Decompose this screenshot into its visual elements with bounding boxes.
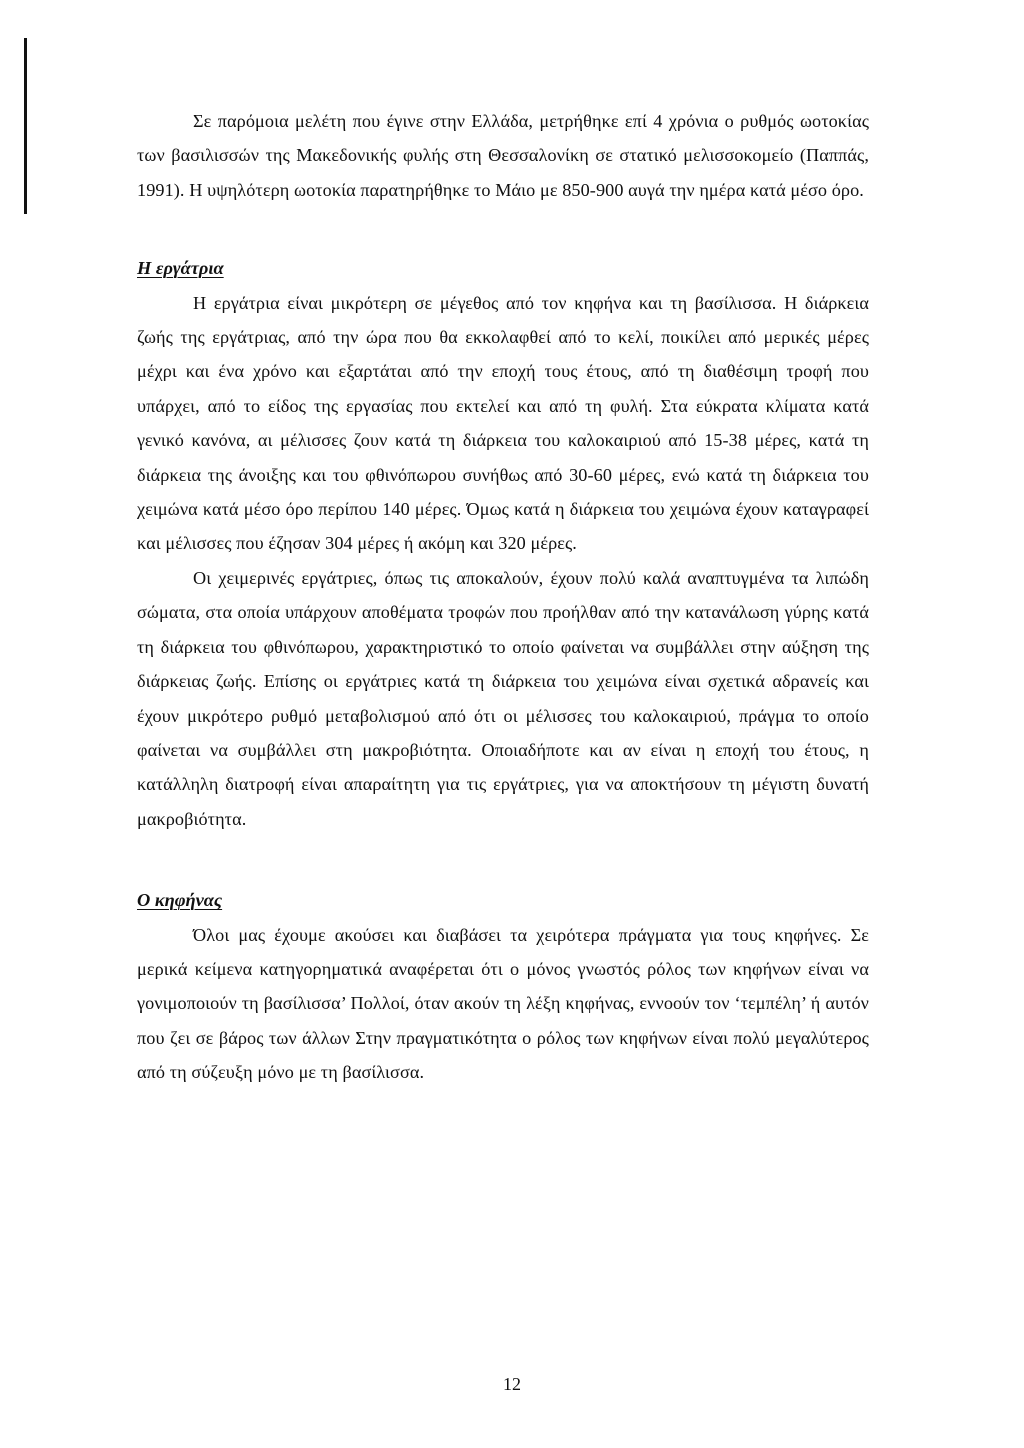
scan-edge-mark: [24, 38, 27, 214]
paragraph-winter-workers: Οι χειμερινές εργάτριες, όπως τις αποκαλούν, έχουν πολύ καλά αναπτυγμένα τα λιπώδη σώματα, στα οποία υπάρχουν αποθέματα τροφών που προήλθαν από την κατανάλωση γύρης κατά τη διάρκεια του φθινόπωρου, χαρακτηριστικό το οποίο φαίνεται να συμβάλλει στην αύξηση της διάρκειας ζωής. Επίσης οι εργάτριες κατά τη διάρκεια του χειμώνα είναι σχετικά αδρανείς και έχουν μικρότερο ρυθμό μεταβολισμού από ότι οι μέλισσες του καλοκαιριού, πράγμα το οποίο φαίνεται να συμβάλλει στη μακροβιότητα. Οποιαδήποτε και αν είναι η εποχή του έτους, η κατάλληλη διατροφή είναι απαραίτητη για τις εργάτριες, για να αποκτήσουν τη μέγιστη δυνατή μακροβιότητα.: [137, 567, 869, 829]
section-heading-drone: Ο κηφήνας: [137, 890, 223, 911]
paragraph-drone-role: Όλοι μας έχουμε ακούσει και διαβάσει τα χειρότερα πράγματα για τους κηφήνες. Σε μερικά κείμενα κατηγορηματικά αναφέρεται ότι ο μόνος γνωστός ρόλος των κηφήνων είναι να γονιμοποιούν τη βασίλισσα’ Πολλοί, όταν ακούν τη λέξη κηφήνας, εννοούν τον ‘τεμπέλη’ ή αυτόν που ζει σε βάρος των άλλων Στην πραγματικότητα ο ρόλος των κηφήνων είναι πολύ μεγαλύτερος από τη σύζευξη μόνο με τη βασίλισσα.: [137, 924, 869, 1083]
paragraph-queen-egg-laying: Σε παρόμοια μελέτη που έγινε στην Ελλάδα, μετρήθηκε επί 4 χρόνια ο ρυθμός ωοτοκίας των βασιλισσών της Μακεδονικής φυλής στη Θεσσαλονίκη σε στατικό μελισσοκομείο (Παππάς, 1991). Η υψηλότερη ωοτοκία παρατηρήθηκε το Μάιο με 850-900 αυγά την ημέρα κατά μέσο όρο.: [137, 111, 869, 200]
page-number: 12: [503, 1374, 521, 1394]
page-body: [137, 104, 869, 1090]
paragraph-worker-lifespan: Η εργάτρια είναι μικρότερη σε μέγεθος από τον κηφήνα και τη βασίλισσα. Η διάρκεια ζωής της εργάτριας, από την ώρα που θα εκκολαφθεί από το κελί, ποικίλει από μερικές μέρες μέχρι και ένα χρόνο και εξαρτάται από την εποχή τους έτους, από τη διαθέσιμη τροφή που υπάρχει, από το είδος της εργασίας που εκτελεί και από τη φυλή. Στα εύκρατα κλίματα κατά γενικό κανόνα, αι μέλισσες ζουν κατά τη διάρκεια του καλοκαιριού από 15-38 μέρες, κατά τη διάρκεια της άνοιξης και του φθινόπωρου συνήθως από 30-60 μέρες, ενώ κατά τη διάρκεια του χειμώνα κατά μέσο όρο περίπου 140 μέρες. Όμως κατά η διάρκεια του χειμώνα έχουν καταγραφεί και μέλισσες που έζησαν 304 μέρες ή ακόμη και 320 μέρες.: [137, 292, 869, 554]
section-heading-worker: Η εργάτρια: [137, 258, 224, 279]
